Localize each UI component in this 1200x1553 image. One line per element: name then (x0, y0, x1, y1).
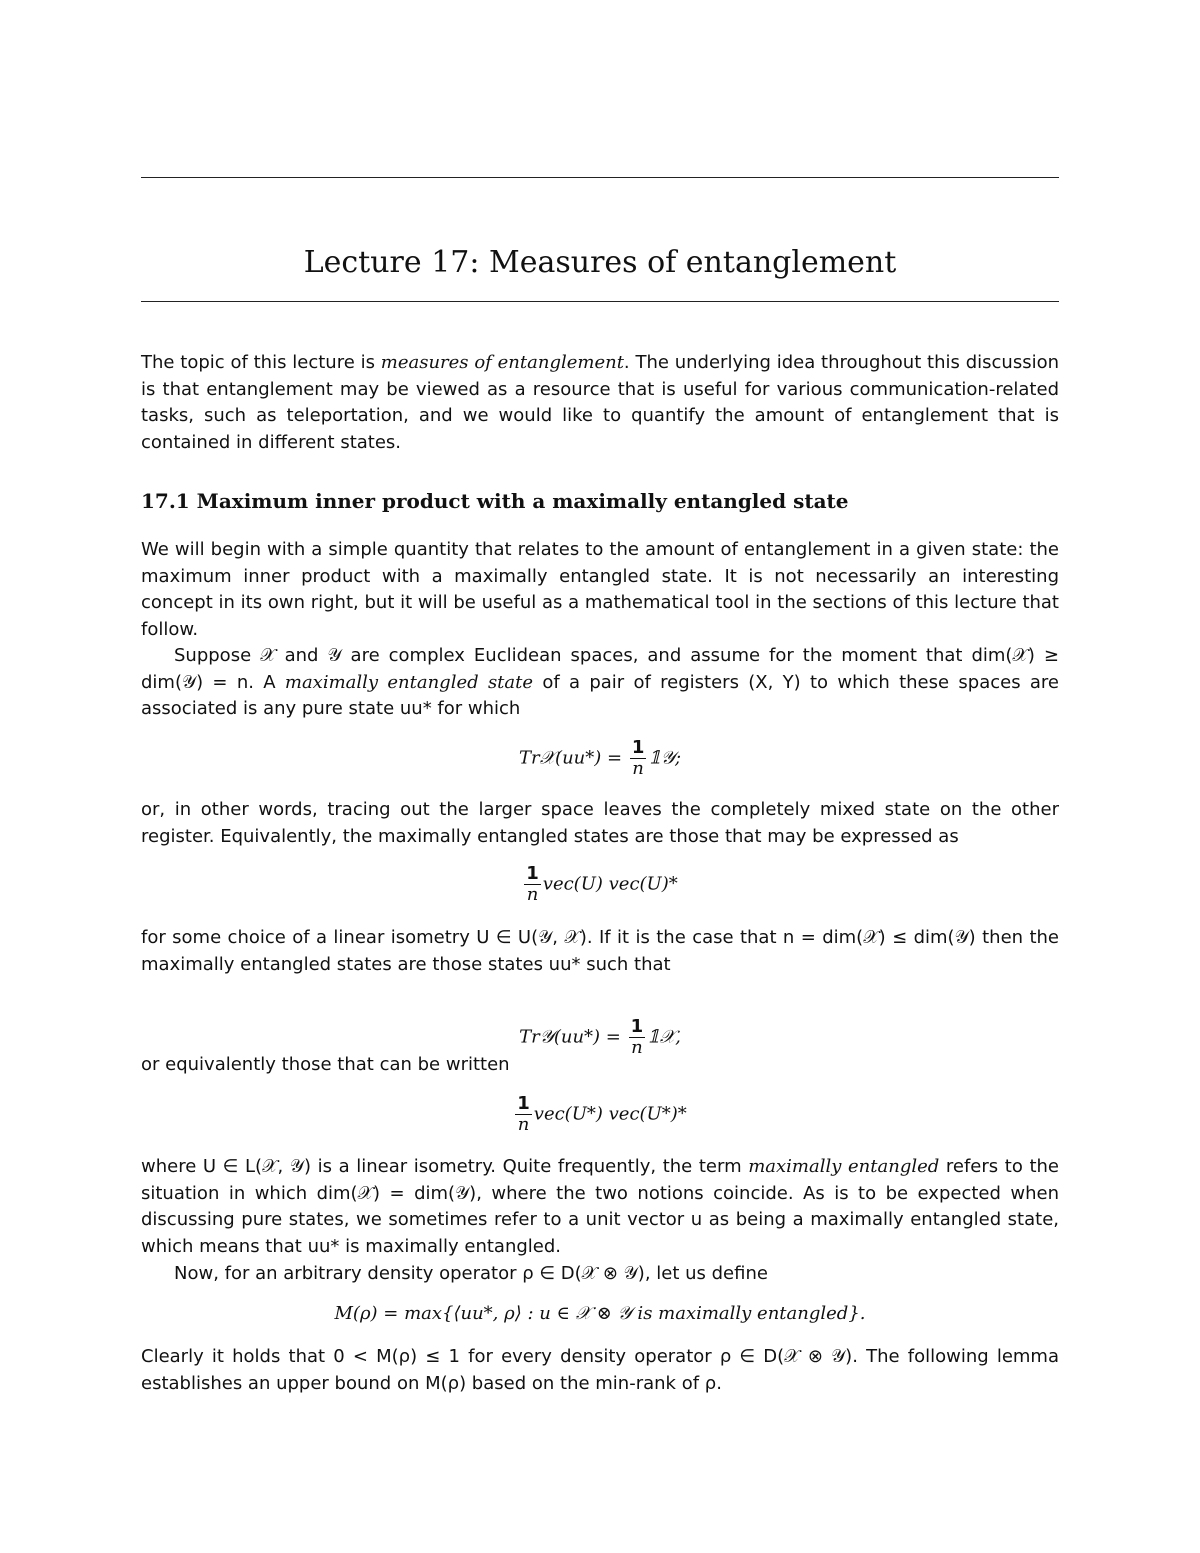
fraction-numerator: 1 (517, 1093, 530, 1114)
fraction (515, 1094, 532, 1135)
fraction-numerator: 1 (631, 737, 645, 758)
equation-lhs: Tr𝒳(uu*) = (518, 747, 623, 769)
intro-emphasis: measures of entanglement (380, 352, 624, 373)
intro-text-pre: The topic of this lecture is (141, 352, 381, 373)
fraction-denominator: n (631, 1037, 643, 1058)
equation-rhs: vec(U) vec(U)* (542, 873, 678, 895)
intro-paragraph (141, 350, 1059, 456)
section-paragraph-5 (141, 1052, 1059, 1079)
lecture-title: Lecture 17: Measures of entanglement (303, 245, 897, 280)
section-paragraph-7 (141, 1261, 1059, 1288)
section-paragraph-3 (141, 797, 1059, 850)
equation-rhs: 𝟙𝒳, (647, 1026, 681, 1048)
equation-lhs: Tr𝒴(uu*) = (519, 1026, 621, 1048)
fraction-denominator: n (517, 1114, 530, 1135)
title-underline-rule (141, 301, 1059, 302)
equation-vec-u (141, 864, 1059, 905)
intro-text-post: . The underlying idea throughout this discussion is that entanglement may be viewed as a resource that is useful for various communication-related tasks, such as teleportation, and we would like to quantify the amount of entanglement that is contained in different states. (141, 352, 1059, 453)
paragraph-emphasis: maximally entangled state (284, 671, 534, 693)
paragraph-text: for some choice of a linear isometry U ∈ U(𝒴, 𝒳). If it is the case that n = dim(𝒳) ≤ dim(𝒴) then the maximally entangled states are those states uu* such that (141, 927, 1059, 975)
paragraph-text: where U ∈ L(𝒳, 𝒴) is a linear isometry. Quite frequently, the term (141, 1156, 749, 1177)
fraction (524, 864, 541, 905)
equation-m-rho: M(ρ) = max{⟨uu*, ρ⟩ : u ∈ 𝒳 ⊗ 𝒴 is maximally entangled}. (334, 1303, 866, 1324)
section-paragraph-8 (141, 1344, 1059, 1397)
fraction-numerator: 1 (526, 863, 539, 884)
section-paragraph-1 (141, 537, 1059, 643)
section-heading: 17.1 Maximum inner product with a maximally entangled state (141, 489, 849, 513)
fraction (630, 738, 647, 779)
paragraph-text: Clearly it holds that 0 < M(ρ) ≤ 1 for every density operator ρ ∈ D(𝒳 ⊗ 𝒴). The following lemma establishes an upper bound on M(ρ) based on the min-rank of ρ. (141, 1346, 1059, 1394)
paragraph-text: Suppose 𝒳 and 𝒴 are complex Euclidean spaces, and assume for the moment that dim(𝒳) ≥ dim(𝒴) = n. A (141, 645, 1059, 693)
paragraph-text: refers to the situation in which dim(𝒳) = dim(𝒴), where the two notions coincide. As is to be expected when discussing pure states, we sometimes refer to a unit vector u as being a maximally entangled state, which means that uu* is maximally entangled. (141, 1156, 1059, 1257)
paragraph-text: We will begin with a simple quantity that relates to the amount of entanglement in a given state: the maximum inner product with a maximally entangled state. It is not necessarily an interesting concept in its own right, but it will be useful as a mathematical tool in the sections of this lecture that follow. (141, 539, 1059, 640)
paragraph-emphasis: maximally entangled (748, 1156, 940, 1177)
top-rule (141, 177, 1059, 178)
equation-rhs: 𝟙𝒴; (648, 747, 682, 769)
equation-rhs: vec(U*) vec(U*)* (533, 1103, 687, 1125)
paragraph-text: or equivalently those that can be written (141, 1054, 510, 1075)
fraction-denominator: n (632, 758, 644, 779)
section-paragraph-6 (141, 1154, 1059, 1260)
fraction-denominator: n (526, 884, 539, 905)
paragraph-text: of a pair of registers (X, Y) to which these spaces are associated is any pure state uu* for which (141, 671, 1059, 719)
section-paragraph-4 (141, 925, 1059, 978)
equation-vec-u-star (141, 1094, 1059, 1135)
section-paragraph-2 (141, 643, 1059, 723)
equation-trace-x (141, 738, 1059, 779)
paragraph-text: Now, for an arbitrary density operator ρ ∈ D(𝒳 ⊗ 𝒴), let us define (174, 1263, 768, 1284)
fraction-numerator: 1 (630, 1016, 644, 1037)
paragraph-text: or, in other words, tracing out the larger space leaves the completely mixed state on the other register. Equivalently, the maximally entangled states are those that may be expressed as (141, 799, 1059, 847)
